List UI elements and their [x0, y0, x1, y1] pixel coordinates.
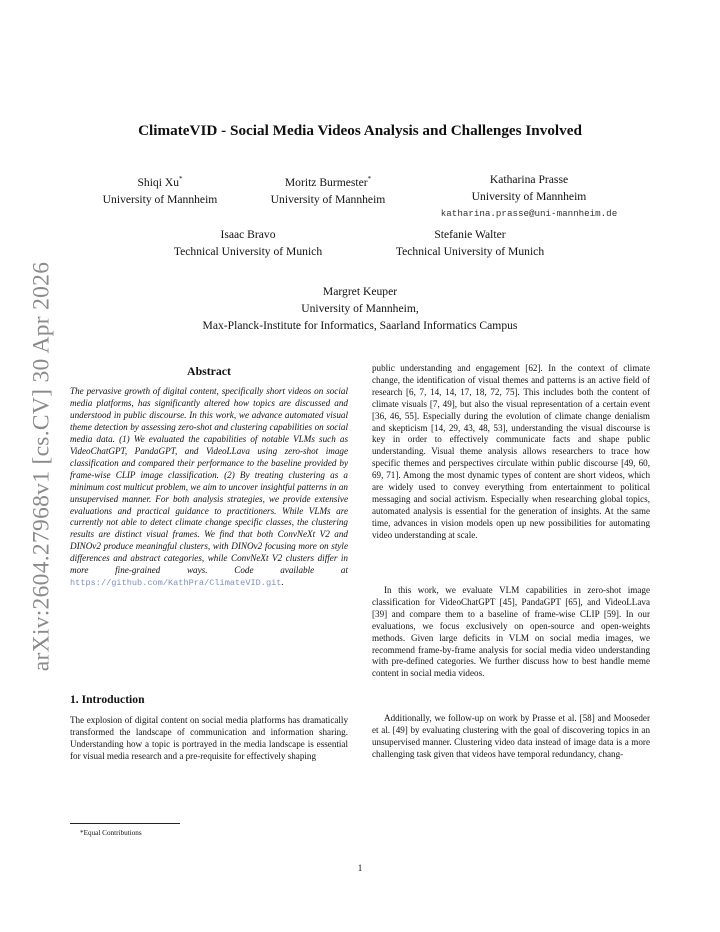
author-name: Katharina Prasse: [489, 173, 569, 186]
author-name: Isaac Bravo: [220, 228, 276, 241]
author-block: [150, 226, 346, 260]
author-name: Stefanie Walter: [434, 228, 506, 241]
equal-contribution-mark: *: [367, 175, 372, 183]
arxiv-id: arXiv:2604.27968v1 [cs.CV] 30 Apr 2026: [28, 261, 55, 671]
author-affiliation: Technical University of Munich: [395, 245, 545, 258]
author-block: [424, 171, 634, 222]
paper-title: ClimateVID - Social Media Videos Analysis and Challenges Involved: [138, 122, 582, 139]
intro-paragraph: Additionally, we follow-up on work by Prasse et al. [58] and Mooseder et al. [49] by evaluating clustering with the goal of discovering topics in an unsupervised manner. Clustering video data instead of image data is a more challenging task given that videos have temporal redundancy, chang-: [372, 713, 650, 759]
footnote: *Equal Contributions: [80, 829, 142, 837]
author-block: [372, 226, 568, 260]
code-link[interactable]: https://github.com/KathPra/ClimateVID.git: [70, 578, 282, 589]
author-block: [100, 171, 220, 208]
abstract-body: The pervasive growth of digital content, specifically short videos on social media platforms, has significantly altered how topics are discussed and understood in public discourse. In this work, we advance automated visual theme detection by assessing zero-shot and clustering capabilities on social media data. (1) We evaluated the capabilities of notable VLMs such as VideoChatGPT, PandaGPT, and VideoLLava using zero-shot image classification and compared their performance to the baseline provided by frame-wise CLIP image classification. (2) By treating clustering as a minimum cost multicut problem, we aim to uncover insightful patterns in an unsupervised manner. For both analysis strategies, we provide extensive evaluations and practical guidance to practitioners. While VLMs are currently not able to detect climate change specific classes, the clustering results are distinct visual frames. We find that both ConvNeXt V2 and DINOv2 produce meaningful clusters, with DINOv2 focusing more on style differences and abstract categories, while ConvNeXt V2 clusters differ in more fine-grained ways. Code available at: [70, 386, 348, 576]
author-affiliation: University of Mannheim,: [301, 302, 419, 315]
intro-paragraph: In this work, we evaluate VLM capabilities in zero-shot image classification for VideoChatGPT [45], PandaGPT [65], and VideoLLava [39] and compare them to a baseline of frame-wise CLIP [59]. In our evaluations, we focus exclusively on open-source and open-weights methods. Given large deficits in VLM on social media images, we recommend frame-by-frame analysis for social media video understanding with pre-defined categories. We further discuss how to best handle meme content in social media videos.: [372, 585, 650, 679]
author-name: Margret Keuper: [322, 285, 398, 298]
author-block: [110, 283, 610, 334]
section-heading: 1. Introduction: [70, 693, 145, 706]
author-affiliation: Technical University of Munich: [173, 245, 323, 258]
author-affiliation: University of Mannheim: [270, 192, 386, 206]
arxiv-stamp: [20, 256, 64, 676]
author-email[interactable]: katharina.prasse@uni-mannheim.de: [440, 208, 618, 219]
equal-contribution-mark: *: [179, 175, 183, 183]
author-affiliation: University of Mannheim: [471, 190, 587, 203]
abstract-heading: Abstract: [187, 364, 231, 378]
intro-paragraph: public understanding and engagement [62]. In the context of climate change, the identification of visual themes and patterns is an active field of research [6, 7, 14, 14, 17, 18, 72, 75]. This includes both the content of climate visuals [7, 49], but also the visual representation of a certain event [36, 46, 55]. Especially during the evolution of climate change denialism and skepticism [14, 29, 43, 48, 53], understanding the visual discourse is key in order to effectively communicate facts and shape public understanding. Visual theme analysis allows researchers to trace how specific themes and perspectives circulate within public discourse [49, 60, 69, 71]. Among the most dynamic types of content are short videos, which are widely used to convey everything from entertainment to political messaging and social activism. Especially when researching global topics, automated analysis is essential for the generation of insights. At the same time, advances in vision models open up new possibilities for automating video understanding at scale.: [372, 363, 650, 540]
author-affiliation: University of Mannheim: [102, 192, 218, 206]
author-affiliation: Max-Planck-Institute for Informatics, Saarland Informatics Campus: [202, 319, 518, 332]
abstract-text: [70, 386, 348, 590]
author-block: [253, 171, 403, 208]
author-name: Moritz Burmester: [284, 175, 368, 189]
footnote-rule: [70, 823, 180, 824]
page-number: 1: [357, 864, 363, 874]
intro-paragraph: The explosion of digital content on social media platforms has dramatically transformed the landscape of communication and information sharing. Understanding how a topic is portrayed in the media landscape is essential for visual media research and a pre-requisite for effectively shaping: [70, 715, 348, 761]
abstract-end: .: [281, 577, 284, 588]
author-name: Shiqi Xu: [137, 175, 180, 189]
